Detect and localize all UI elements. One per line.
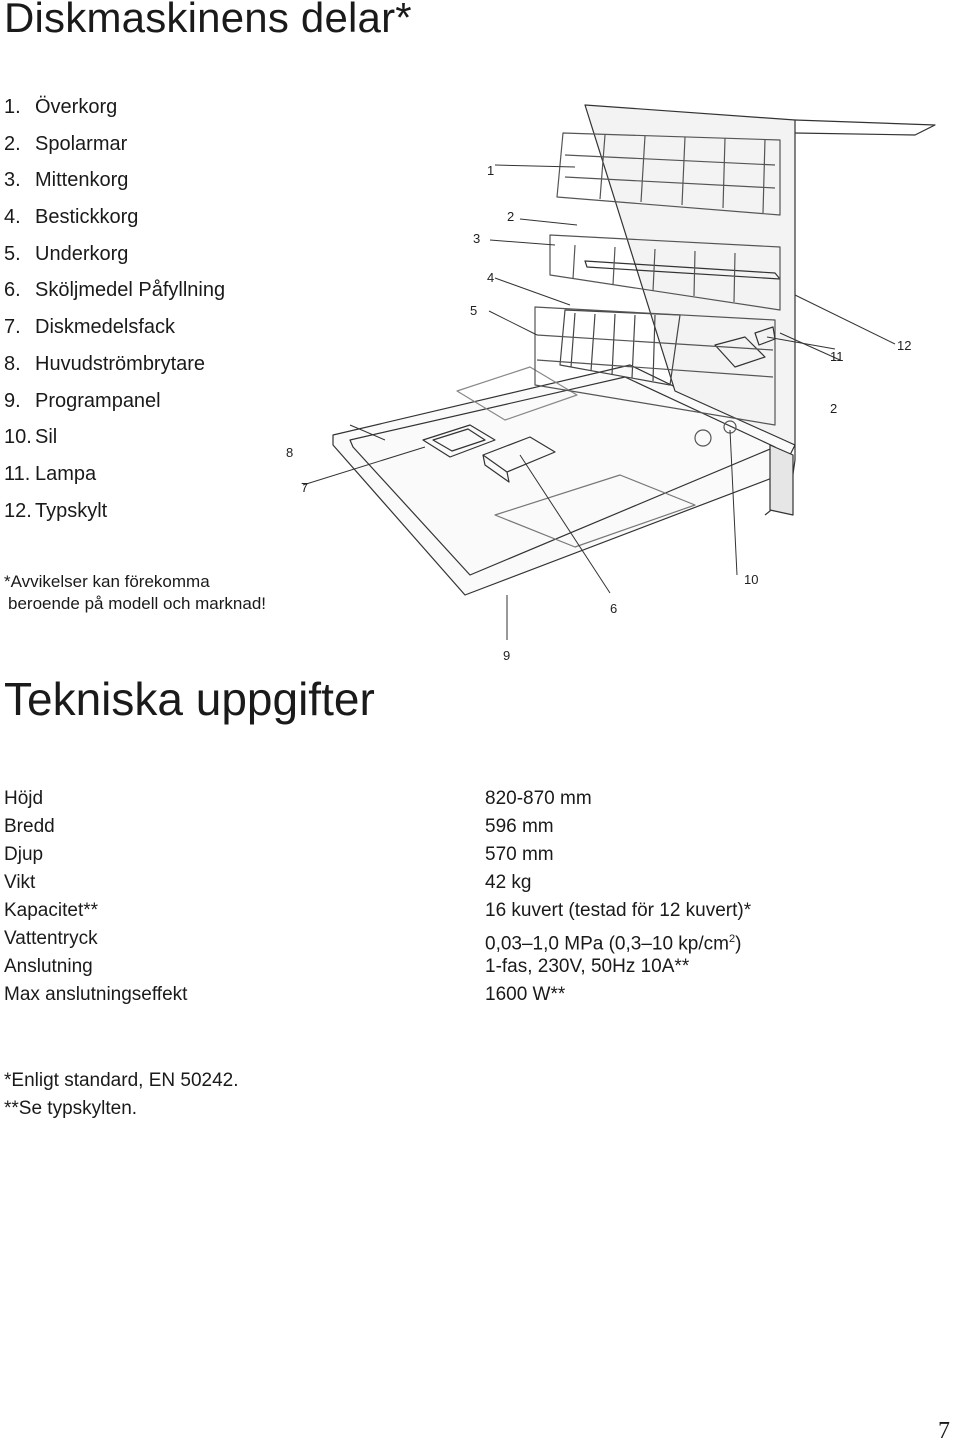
item-label: Huvudströmbrytare bbox=[35, 352, 206, 375]
item-number: 11. bbox=[4, 462, 31, 485]
item-number: 2. bbox=[4, 132, 21, 155]
list-item bbox=[4, 386, 225, 423]
dishwasher-diagram bbox=[275, 95, 955, 670]
superscript: 2 bbox=[728, 933, 736, 945]
disclaimer-note bbox=[4, 571, 266, 615]
item-label: Spolarmar bbox=[35, 132, 128, 155]
spec-label: Bredd bbox=[4, 816, 55, 837]
callout-8: 8 bbox=[286, 445, 294, 460]
callout-1: 1 bbox=[487, 163, 495, 178]
item-number: 4. bbox=[4, 206, 21, 229]
callout-2b: 2 bbox=[830, 401, 838, 416]
spec-label: Max anslutningseffekt bbox=[4, 984, 188, 1005]
item-label: Sil bbox=[35, 426, 58, 449]
spec-value: 820-870 mm bbox=[485, 788, 592, 809]
list-item bbox=[4, 92, 225, 129]
spec-value-text: 0,03–1,0 MPa (0,3–10 kp/cm bbox=[485, 933, 729, 955]
list-item bbox=[4, 202, 225, 239]
item-label: Bestickkorg bbox=[35, 206, 139, 229]
spec-value: 1600 W** bbox=[485, 984, 566, 1005]
note-line-1: *Avvikelser kan förekomma bbox=[4, 572, 210, 591]
item-number: 1. bbox=[4, 96, 21, 118]
callout-7: 7 bbox=[301, 480, 309, 495]
specs-title: Tekniska uppgifter bbox=[4, 673, 375, 725]
item-number: 3. bbox=[4, 169, 21, 192]
spec-label: Djup bbox=[4, 844, 44, 865]
callout-3: 3 bbox=[473, 231, 481, 246]
footnotes bbox=[4, 1067, 239, 1123]
callout-12: 12 bbox=[897, 338, 912, 353]
list-item bbox=[4, 422, 225, 459]
item-label: Lampa bbox=[35, 462, 97, 485]
page-number: 7 bbox=[938, 1418, 950, 1444]
callout-10: 10 bbox=[744, 572, 759, 587]
footnote-2: **Se typskylten. bbox=[4, 1098, 138, 1119]
spec-value: 1-fas, 230V, 50Hz 10A** bbox=[485, 956, 690, 977]
item-number: 5. bbox=[4, 242, 21, 265]
callout-9: 9 bbox=[503, 648, 511, 663]
spec-value: 596 mm bbox=[485, 816, 554, 837]
list-item bbox=[4, 312, 225, 349]
spec-label: Höjd bbox=[4, 788, 44, 809]
item-label: Underkorg bbox=[35, 242, 129, 265]
note-line-2: beroende på modell och marknad! bbox=[8, 594, 266, 613]
spec-value: 42 kg bbox=[485, 872, 532, 893]
item-number: 12. bbox=[4, 499, 32, 522]
item-number: 10. bbox=[4, 426, 32, 449]
item-label: Mittenkorg bbox=[35, 169, 129, 192]
spec-label: Anslutning bbox=[4, 956, 93, 977]
callout-6: 6 bbox=[610, 601, 618, 616]
list-item bbox=[4, 349, 225, 386]
spec-value-tail: ) bbox=[735, 933, 742, 955]
list-item bbox=[4, 496, 225, 533]
item-number: 7. bbox=[4, 316, 21, 339]
item-label: Diskmedelsfack bbox=[35, 316, 176, 339]
item-label: Typskylt bbox=[35, 499, 108, 522]
spec-value: 570 mm bbox=[485, 844, 554, 865]
item-number: 8. bbox=[4, 352, 21, 375]
list-item bbox=[4, 239, 225, 276]
page-title: Diskmaskinens delar* bbox=[4, 0, 412, 41]
item-number: 6. bbox=[4, 279, 21, 302]
callout-2: 2 bbox=[507, 209, 515, 224]
list-item bbox=[4, 459, 225, 496]
callout-4: 4 bbox=[487, 270, 495, 285]
item-number: 9. bbox=[4, 389, 21, 412]
list-item bbox=[4, 275, 225, 312]
footnote-1: *Enligt standard, EN 50242. bbox=[4, 1070, 239, 1091]
spec-label: Vattentryck bbox=[4, 928, 98, 949]
item-label: Överkorg bbox=[35, 96, 118, 118]
item-label: Sköljmedel Påfyllning bbox=[35, 279, 226, 302]
callout-5: 5 bbox=[470, 303, 478, 318]
list-item bbox=[4, 165, 225, 202]
parts-list bbox=[4, 92, 225, 532]
spec-value: 16 kuvert (testad för 12 kuvert)* bbox=[485, 900, 752, 921]
spec-label: Kapacitet** bbox=[4, 900, 99, 921]
spec-label: Vikt bbox=[4, 872, 36, 893]
item-label: Programpanel bbox=[35, 389, 161, 412]
list-item bbox=[4, 129, 225, 166]
callout-11: 11 bbox=[830, 349, 844, 364]
